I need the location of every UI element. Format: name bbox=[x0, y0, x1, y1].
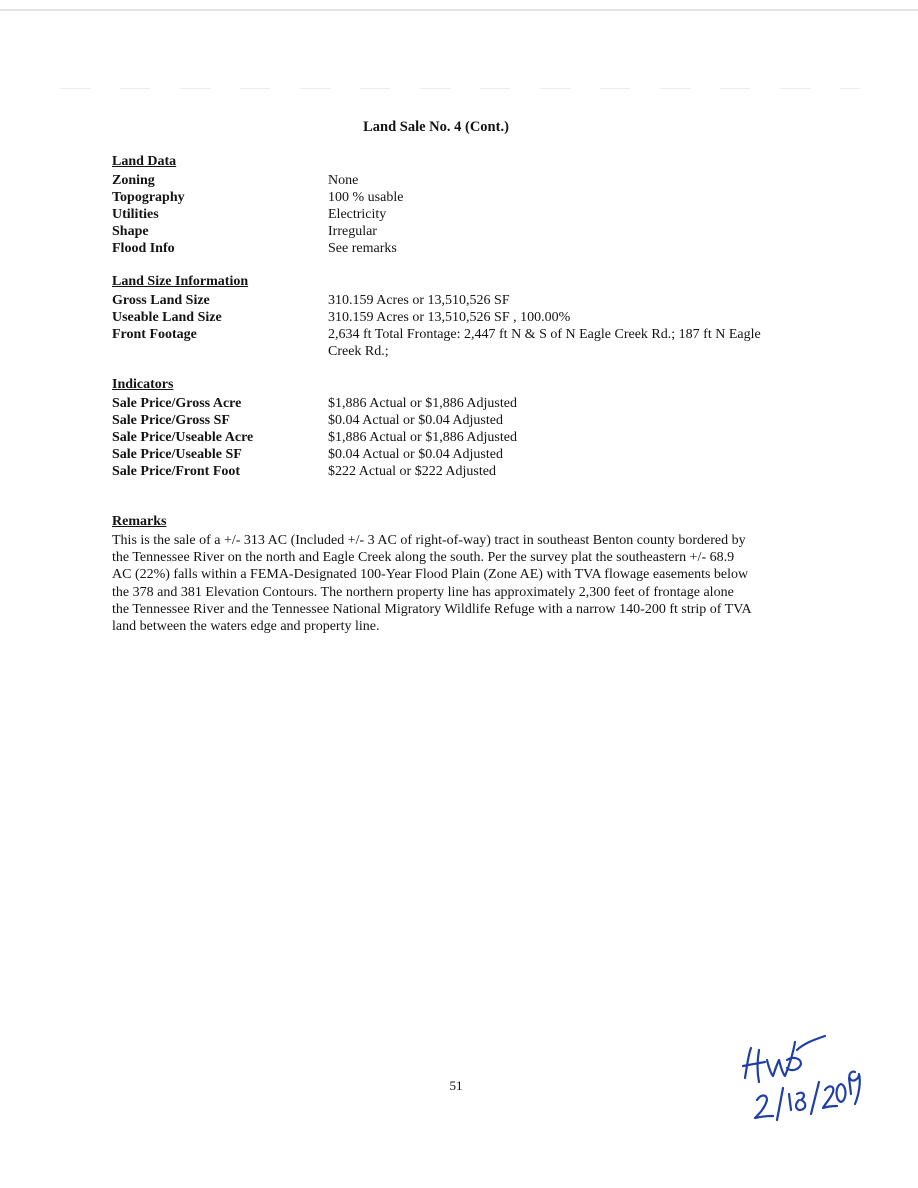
row-value: Electricity bbox=[328, 207, 387, 222]
row-label: Sale Price/Gross Acre bbox=[112, 396, 242, 411]
row-label: Useable Land Size bbox=[112, 310, 222, 325]
row-value: 2,634 ft Total Frontage: 2,447 ft N & S of N Eagle Creek Rd.; 187 ft N Eagle Creek Rd.; bbox=[328, 327, 761, 359]
row-value: None bbox=[328, 173, 359, 188]
indicators-heading: Indicators bbox=[112, 377, 174, 392]
row-label: Sale Price/Front Foot bbox=[112, 464, 241, 479]
row-label: Sale Price/Useable Acre bbox=[112, 430, 254, 445]
row-label: Sale Price/Gross SF bbox=[112, 413, 230, 428]
land-data-heading: Land Data bbox=[112, 154, 177, 169]
handwritten-signature bbox=[735, 1030, 865, 1125]
row-label: Topography bbox=[112, 190, 185, 205]
row-label: Gross Land Size bbox=[112, 293, 210, 308]
row-label: Zoning bbox=[112, 173, 155, 188]
row-value: $0.04 Actual or $0.04 Adjusted bbox=[328, 447, 503, 462]
scan-edge-line bbox=[0, 9, 918, 11]
row-label: Sale Price/Useable SF bbox=[112, 447, 242, 462]
row-label: Shape bbox=[112, 224, 149, 239]
page-title: Land Sale No. 4 (Cont.) bbox=[363, 119, 509, 135]
row-value: 100 % usable bbox=[328, 190, 404, 205]
row-value: $0.04 Actual or $0.04 Adjusted bbox=[328, 413, 503, 428]
scan-artifact-top bbox=[60, 88, 860, 89]
row-value: 310.159 Acres or 13,510,526 SF , 100.00% bbox=[328, 310, 571, 325]
row-label: Utilities bbox=[112, 207, 159, 222]
row-value: $222 Actual or $222 Adjusted bbox=[328, 464, 496, 479]
page-number: 51 bbox=[449, 1078, 463, 1093]
row-label: Flood Info bbox=[112, 241, 175, 256]
row-value: 310.159 Acres or 13,510,526 SF bbox=[328, 293, 510, 308]
row-value: See remarks bbox=[328, 241, 397, 256]
land-size-heading: Land Size Information bbox=[112, 274, 249, 289]
row-value: $1,886 Actual or $1,886 Adjusted bbox=[328, 430, 517, 445]
row-value: Irregular bbox=[328, 224, 377, 239]
remarks-heading: Remarks bbox=[112, 514, 167, 529]
row-value: $1,886 Actual or $1,886 Adjusted bbox=[328, 396, 517, 411]
row-label: Front Footage bbox=[112, 327, 197, 342]
remarks-paragraph: This is the sale of a +/- 313 AC (Included +/- 3 AC of right-of-way) tract in southeast Benton county bordered by the Tennessee River on the north and Eagle Creek along the south. Per the survey plat the southeastern +/- 68.9 AC (22%) falls within a FEMA-Designated 100-Year Flood Plain (Zone AE) with TVA flowage easements below the 378 and 381 Elevation Contours. The northern property line has approximately 2,300 feet of frontage alone the Tennessee River and the Tennessee National Migratory Wildlife Refuge with a narrow 140-200 ft strip of TVA land between the waters edge and property line. bbox=[112, 533, 751, 635]
